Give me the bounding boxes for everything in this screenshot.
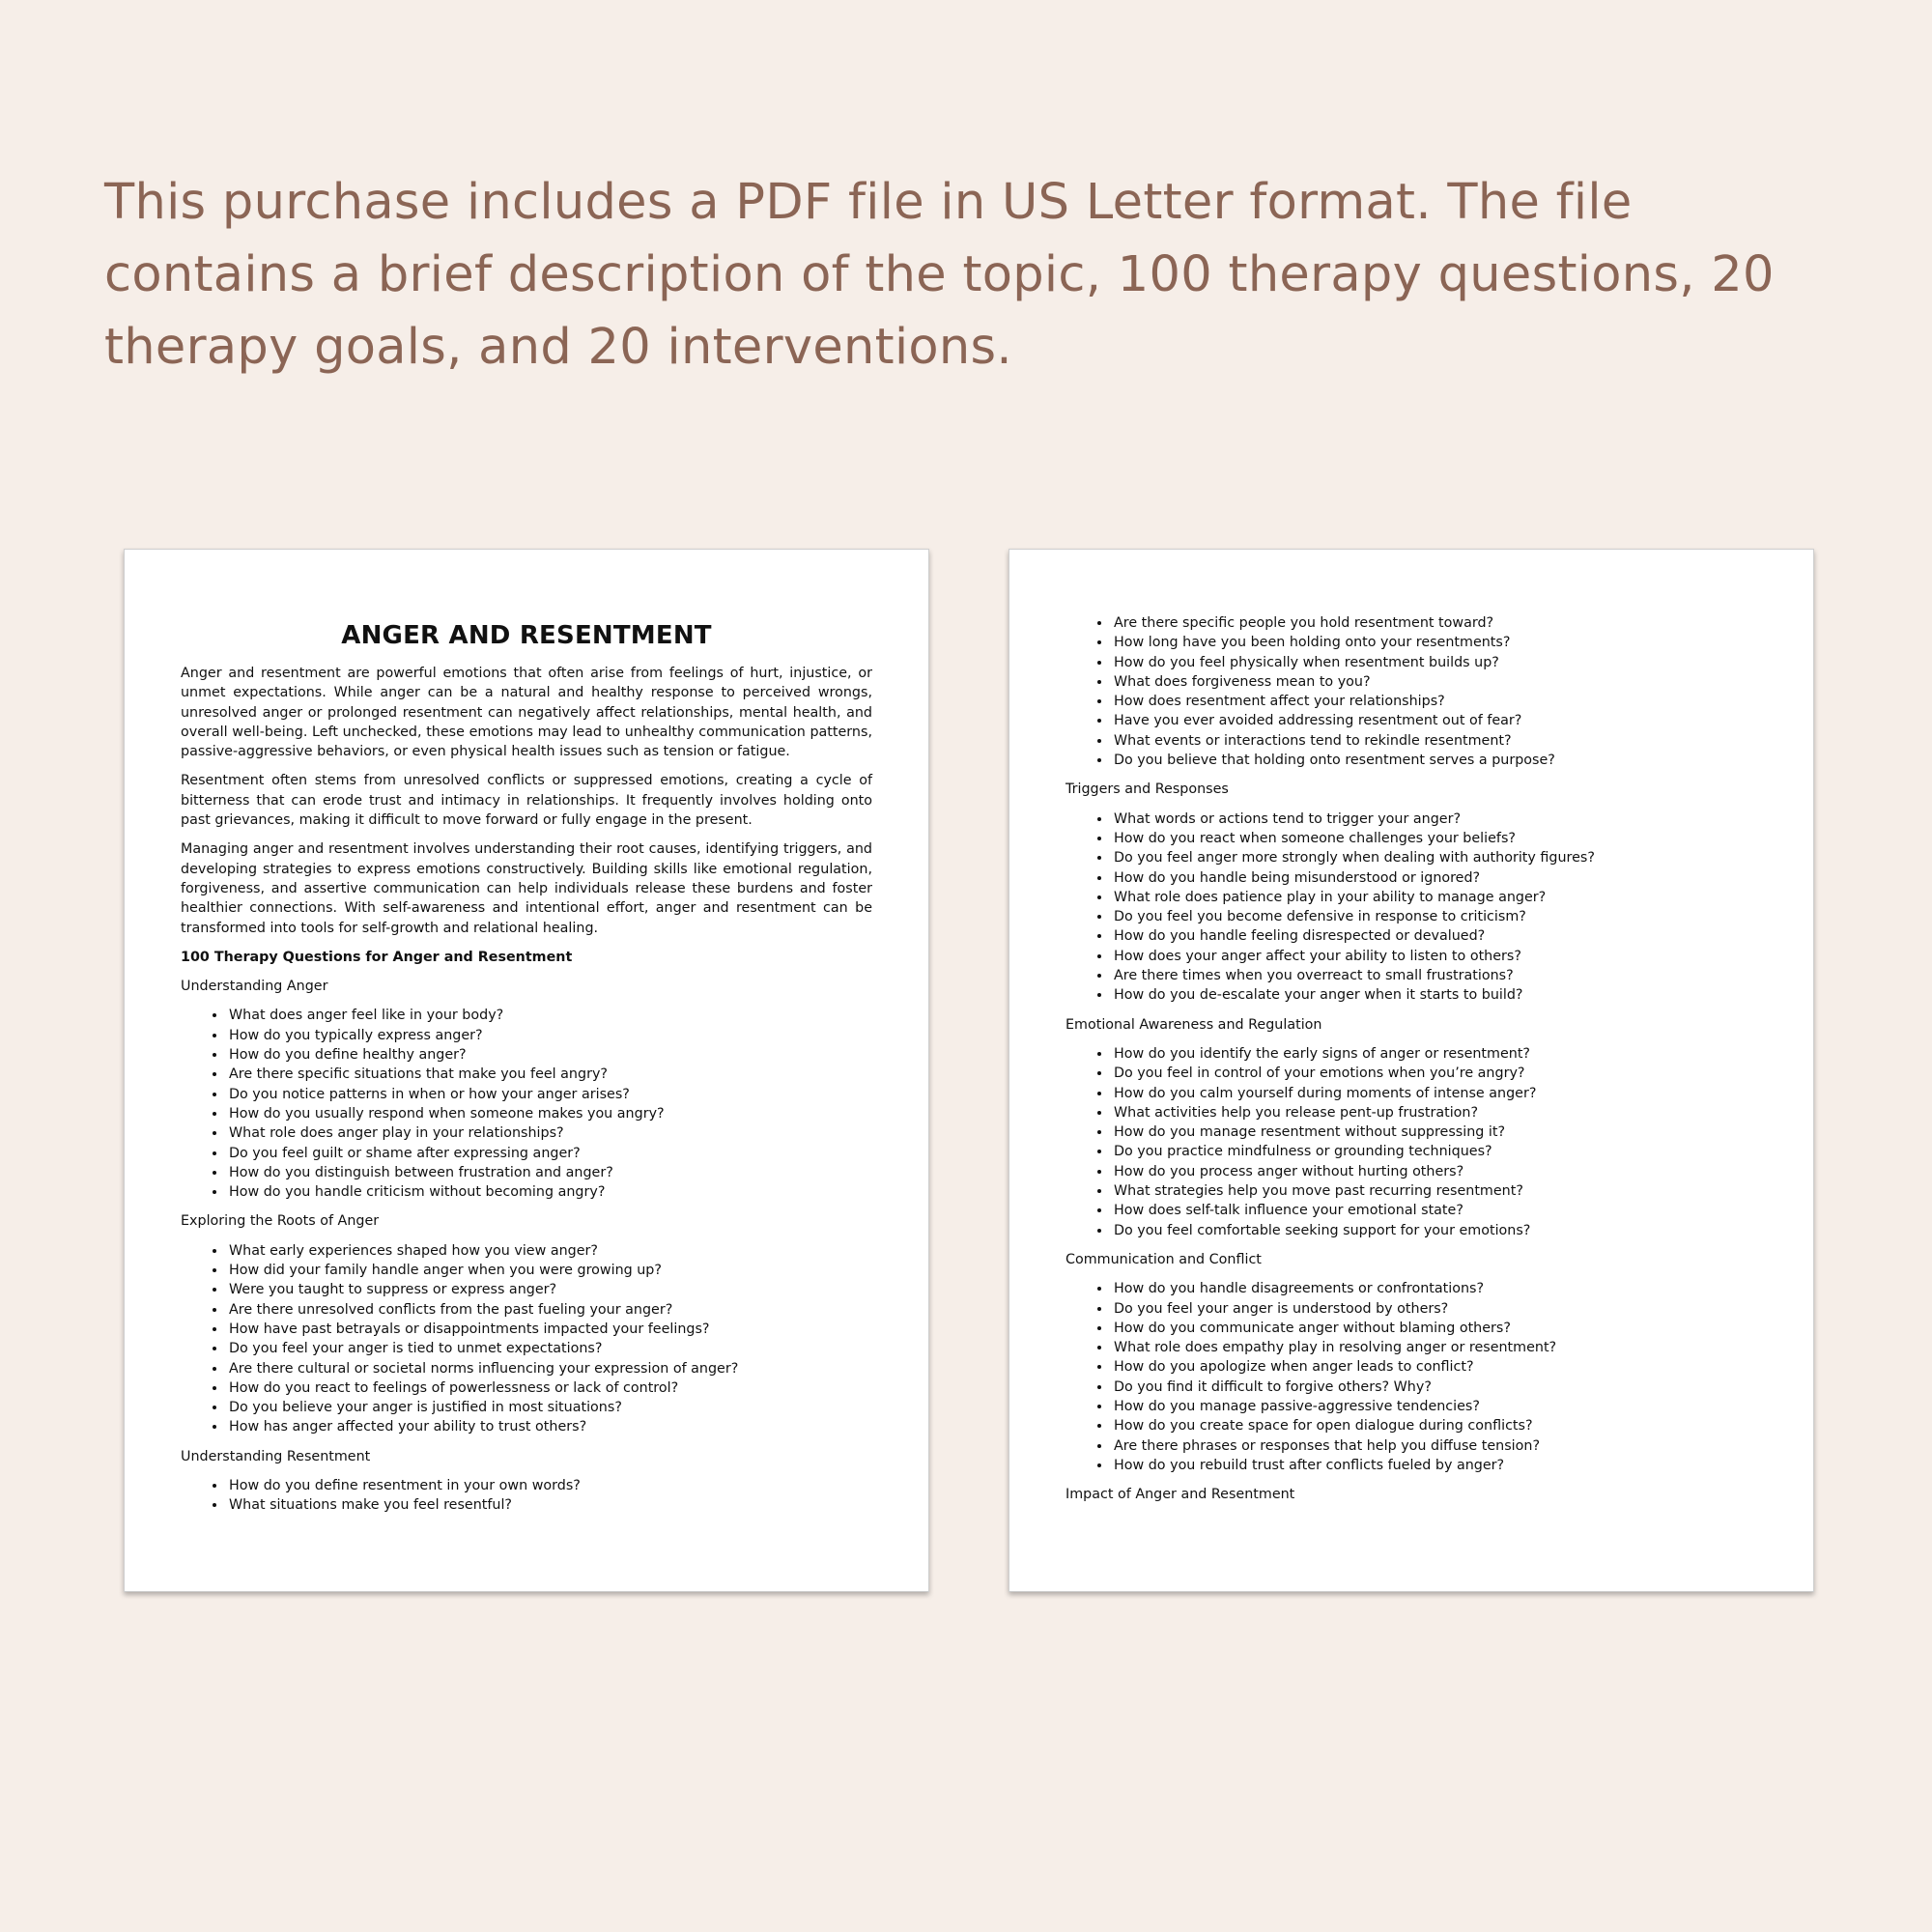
intro-paragraph: Anger and resentment are powerful emotions that often arise from feelings of hurt, injustice, or unmet expectations. While anger can be a natural and healthy response to perceived wrongs, unresolved anger or prolonged resentment can negatively affect relationships, mental health, and overall well-being. Left unchecked, these emotions may lead to unhealthy communication patterns, passive-aggressive behaviors, or even physical health issues such as tension or fatigue. bbox=[181, 666, 872, 760]
question-item: • How do you identify the early signs of anger or resentment? bbox=[1112, 1044, 1757, 1064]
question-item: • How have past betrayals or disappointments impacted your feelings? bbox=[227, 1320, 872, 1339]
intro-paragraphs bbox=[181, 664, 872, 938]
question-item: • How do you handle feeling disrespected or devalued? bbox=[1112, 926, 1757, 946]
question-item: • Do you find it difficult to forgive others? Why? bbox=[1112, 1378, 1757, 1397]
question-item: • How do you rebuild trust after conflicts fueled by anger? bbox=[1112, 1456, 1757, 1475]
question-item: • What role does empathy play in resolving anger or resentment? bbox=[1112, 1338, 1757, 1357]
question-item: • Have you ever avoided addressing resentment out of fear? bbox=[1112, 711, 1757, 730]
question-item: • What does forgiveness mean to you? bbox=[1112, 672, 1757, 692]
document-title: ANGER AND RESENTMENT bbox=[341, 621, 712, 650]
question-item: • How do you react to feelings of powerlessness or lack of control? bbox=[227, 1378, 872, 1398]
question-item: • Do you feel in control of your emotions when you’re angry? bbox=[1112, 1064, 1757, 1083]
question-list bbox=[1065, 613, 1757, 770]
question-item: • How do you communicate anger without blaming others? bbox=[1112, 1319, 1757, 1338]
question-item: • How did your family handle anger when you were growing up? bbox=[227, 1261, 872, 1280]
question-item: • How do you define resentment in your own words? bbox=[227, 1476, 872, 1495]
product-description-headline: This purchase includes a PDF file in US Letter format. The file contains a brief description of the topic, 100 therapy questions, 20 therapy goals, and 20 interventions. bbox=[104, 174, 1775, 376]
question-item: • How do you distinguish between frustration and anger? bbox=[227, 1163, 872, 1182]
question-item: • Do you feel you become defensive in response to criticism? bbox=[1112, 907, 1757, 926]
question-item: • What words or actions tend to trigger your anger? bbox=[1112, 810, 1757, 829]
section-heading: Exploring the Roots of Anger bbox=[181, 1213, 380, 1230]
question-item: • Do you feel guilt or shame after expressing anger? bbox=[227, 1144, 872, 1163]
question-item: • Do you feel your anger is understood by others? bbox=[1112, 1299, 1757, 1319]
section-heading: Understanding Resentment bbox=[181, 1448, 371, 1464]
question-item: • How do you react when someone challenges your beliefs? bbox=[1112, 829, 1757, 848]
question-item: • Do you feel anger more strongly when dealing with authority figures? bbox=[1112, 848, 1757, 867]
question-list bbox=[181, 1241, 872, 1437]
question-item: • How do you handle criticism without becoming angry? bbox=[227, 1182, 872, 1202]
question-item: • How do you create space for open dialogue during conflicts? bbox=[1112, 1416, 1757, 1435]
section-heading: Understanding Anger bbox=[181, 979, 328, 995]
question-item: • What role does anger play in your relationships? bbox=[227, 1123, 872, 1143]
question-item: • How do you manage passive-aggressive tendencies? bbox=[1112, 1397, 1757, 1416]
question-item: • What role does patience play in your ability to manage anger? bbox=[1112, 888, 1757, 907]
question-item: • How do you typically express anger? bbox=[227, 1026, 872, 1045]
question-list bbox=[1065, 1044, 1757, 1240]
section-heading: Communication and Conflict bbox=[1065, 1251, 1262, 1267]
question-item: • What activities help you release pent-up frustration? bbox=[1112, 1103, 1757, 1122]
question-item: • Were you taught to suppress or express anger? bbox=[227, 1280, 872, 1299]
question-item: • Do you feel your anger is tied to unmet expectations? bbox=[227, 1339, 872, 1358]
question-item: • Do you notice patterns in when or how your anger arises? bbox=[227, 1085, 872, 1104]
question-item: • Are there specific people you hold resentment toward? bbox=[1112, 613, 1757, 633]
question-list bbox=[1065, 810, 1757, 1006]
intro-paragraph: Managing anger and resentment involves understanding their root causes, identifying triggers, and developing strategies to express emotions constructively. Building skills like emotional regulation, forgiveness, and assertive communication can help individuals release these burdens and foster healthier connections. With self-awareness and intentional effort, anger and resentment can be transformed into tools for self-growth and relational healing. bbox=[181, 841, 872, 936]
question-item: • How long have you been holding onto your resentments? bbox=[1112, 633, 1757, 652]
question-item: • Do you believe that holding onto resentment serves a purpose? bbox=[1112, 751, 1757, 770]
document-page-preview-2 bbox=[1009, 549, 1814, 1592]
question-item: • How do you feel physically when resentment builds up? bbox=[1112, 653, 1757, 672]
intro-paragraph: Resentment often stems from unresolved conflicts or suppressed emotions, creating a cycle of bitterness that can erode trust and intimacy in relationships. It frequently involves holding onto past grievances, making it difficult to move forward or fully engage in the present. bbox=[181, 773, 872, 829]
section-heading: Impact of Anger and Resentment bbox=[1065, 1487, 1295, 1503]
question-item: • Are there times when you overreact to small frustrations? bbox=[1112, 966, 1757, 985]
question-item: • How do you manage resentment without suppressing it? bbox=[1112, 1122, 1757, 1142]
question-item: • Are there specific situations that make you feel angry? bbox=[227, 1065, 872, 1084]
question-item: • How does your anger affect your ability to listen to others? bbox=[1112, 947, 1757, 966]
questions-heading: 100 Therapy Questions for Anger and Resentment bbox=[181, 949, 573, 965]
question-item: • What does anger feel like in your body? bbox=[227, 1006, 872, 1025]
question-item: • How do you handle being misunderstood or ignored? bbox=[1112, 868, 1757, 888]
question-list bbox=[1065, 1279, 1757, 1475]
question-list bbox=[181, 1006, 872, 1202]
question-item: • How do you usually respond when someone makes you angry? bbox=[227, 1104, 872, 1123]
question-item: • What situations make you feel resentful? bbox=[227, 1495, 872, 1515]
section-heading: Triggers and Responses bbox=[1065, 781, 1229, 798]
question-item: • How does resentment affect your relationships? bbox=[1112, 692, 1757, 711]
question-list bbox=[181, 1476, 872, 1516]
question-item: • What strategies help you move past recurring resentment? bbox=[1112, 1181, 1757, 1201]
question-item: • How do you apologize when anger leads to conflict? bbox=[1112, 1357, 1757, 1377]
question-item: • Are there phrases or responses that help you diffuse tension? bbox=[1112, 1436, 1757, 1456]
question-item: • Do you believe your anger is justified in most situations? bbox=[227, 1398, 872, 1417]
question-item: • How has anger affected your ability to trust others? bbox=[227, 1417, 872, 1436]
question-item: • Do you feel comfortable seeking support for your emotions? bbox=[1112, 1221, 1757, 1240]
question-item: • What events or interactions tend to rekindle resentment? bbox=[1112, 731, 1757, 751]
question-item: • How do you de-escalate your anger when it starts to build? bbox=[1112, 985, 1757, 1005]
question-item: • How do you define healthy anger? bbox=[227, 1045, 872, 1065]
question-item: • Are there unresolved conflicts from the past fueling your anger? bbox=[227, 1300, 872, 1320]
question-item: • How do you process anger without hurting others? bbox=[1112, 1162, 1757, 1181]
section-heading: Emotional Awareness and Regulation bbox=[1065, 1016, 1322, 1033]
question-item: • How do you handle disagreements or confrontations? bbox=[1112, 1279, 1757, 1298]
question-item: • How do you calm yourself during moments of intense anger? bbox=[1112, 1084, 1757, 1103]
question-item: • Are there cultural or societal norms influencing your expression of anger? bbox=[227, 1359, 872, 1378]
question-item: • How does self-talk influence your emotional state? bbox=[1112, 1201, 1757, 1220]
question-item: • What early experiences shaped how you view anger? bbox=[227, 1241, 872, 1261]
question-sections bbox=[1065, 780, 1757, 1504]
question-sections bbox=[181, 977, 872, 1515]
question-item: • Do you practice mindfulness or grounding techniques? bbox=[1112, 1142, 1757, 1161]
document-page-preview-1 bbox=[124, 549, 929, 1592]
